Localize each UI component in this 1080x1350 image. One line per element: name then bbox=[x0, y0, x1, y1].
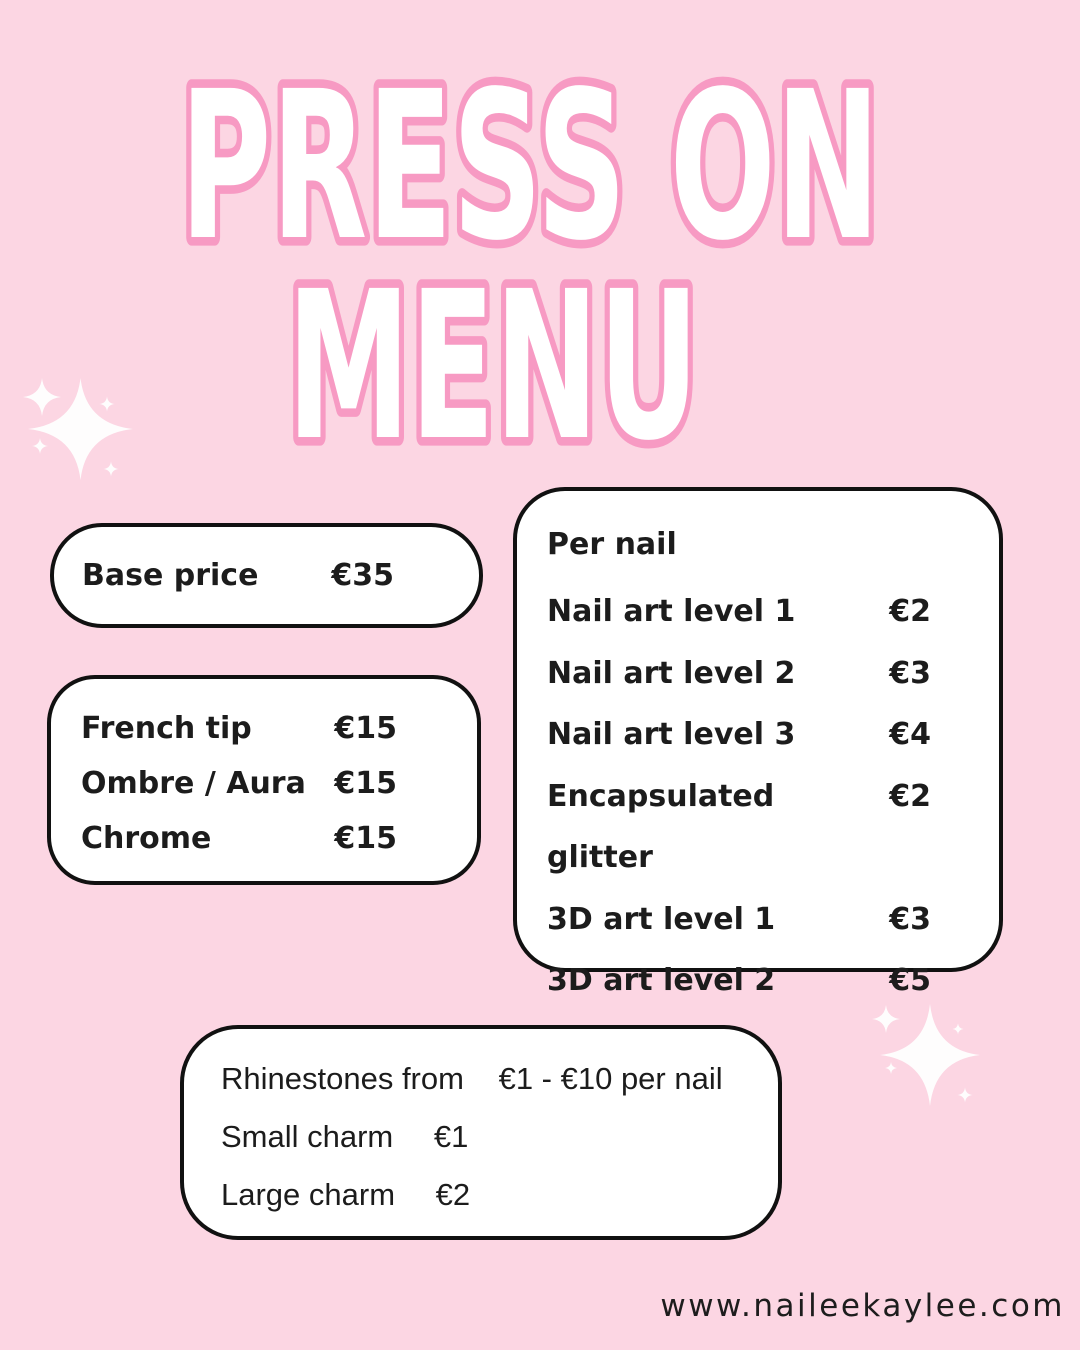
menu-item-price: €15 bbox=[334, 711, 397, 746]
menu-row bbox=[221, 1108, 758, 1166]
menu-item-label: 3D art level 2 bbox=[547, 963, 776, 998]
card-heading: Per nail bbox=[547, 527, 677, 562]
menu-item-price: €1 - €10 per nail bbox=[498, 1061, 723, 1096]
menu-item-label: Nail art level 1 bbox=[547, 594, 796, 629]
menu-row bbox=[547, 950, 931, 1012]
menu-item-label: Small charm bbox=[221, 1119, 394, 1154]
finishes-card bbox=[47, 675, 481, 885]
menu-item-price: €2 bbox=[435, 1177, 471, 1212]
menu-item-label: Nail art level 3 bbox=[547, 717, 796, 752]
menu-item-label: Rhinestones from bbox=[221, 1061, 464, 1096]
menu-row bbox=[81, 756, 397, 811]
menu-row bbox=[547, 889, 931, 951]
menu-item-label: 3D art level 1 bbox=[547, 901, 776, 937]
menu-item-price: €5 bbox=[889, 963, 931, 998]
menu-item-price: €35 bbox=[331, 558, 394, 593]
menu-item-price: €2 bbox=[889, 594, 931, 629]
menu-item-price: €15 bbox=[334, 821, 397, 856]
menu-item-label: Encapsulated glitter bbox=[547, 778, 775, 875]
page-title bbox=[0, 0, 1080, 470]
menu-row bbox=[81, 811, 397, 866]
menu-item-price: €2 bbox=[889, 778, 931, 814]
sparkle-icon bbox=[870, 1003, 980, 1107]
menu-item-price: €4 bbox=[889, 717, 931, 752]
menu-item-price: €3 bbox=[889, 901, 931, 937]
title-line-2: MENU bbox=[287, 247, 699, 470]
charms-card bbox=[180, 1025, 782, 1240]
menu-row bbox=[81, 701, 397, 756]
menu-row bbox=[547, 766, 931, 889]
menu-item-label: Chrome bbox=[81, 821, 212, 856]
menu-row bbox=[547, 643, 931, 705]
menu-row bbox=[221, 1166, 758, 1224]
menu-item-label: Nail art level 2 bbox=[547, 655, 796, 691]
sparkle-icon bbox=[22, 378, 133, 484]
website-url: www.naileekaylee.com bbox=[660, 1288, 1065, 1324]
menu-row bbox=[221, 1050, 758, 1108]
menu-item-label: Base price bbox=[82, 558, 259, 593]
menu-item-price: €1 bbox=[433, 1119, 469, 1154]
menu-item-label: French tip bbox=[81, 711, 252, 746]
menu-row bbox=[547, 704, 931, 766]
menu-item-label: Large charm bbox=[221, 1177, 396, 1212]
title-line-1: PRESS ON bbox=[180, 47, 880, 286]
per-nail-card bbox=[513, 487, 1003, 998]
base-price-card bbox=[50, 523, 483, 628]
menu-item-price: €15 bbox=[334, 766, 397, 801]
menu-row bbox=[547, 581, 931, 643]
menu-item-price: €3 bbox=[889, 655, 931, 691]
menu-item-label: Ombre / Aura bbox=[81, 766, 306, 801]
